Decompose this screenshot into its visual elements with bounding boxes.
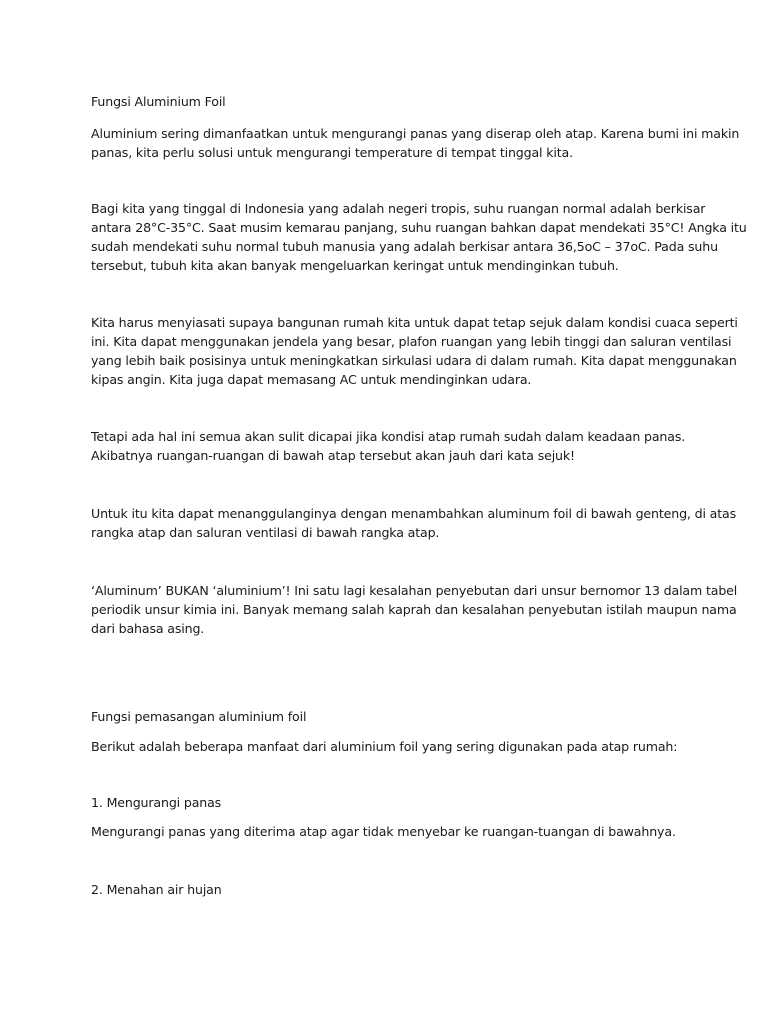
section-intro: Berikut adalah beberapa manfaat dari aluminium foil yang sering digunakan pada atap rumah:	[91, 739, 678, 754]
paragraph-line: panas, kita perlu solusi untuk mengurangi temperature di tempat tinggal kita.	[91, 145, 573, 160]
paragraph-line: sudah mendekati suhu normal tubuh manusia yang adalah berkisar antara 36,5oC – 37oC. Pada suhu	[91, 239, 718, 254]
section-subtitle: Fungsi pemasangan aluminium foil	[91, 709, 307, 724]
paragraph-line: Untuk itu kita dapat menanggulanginya dengan menambahkan aluminum foil di bawah genteng, di atas	[91, 506, 737, 521]
paragraph-spelling	[91, 581, 738, 638]
paragraph-line: Aluminium sering dimanfaatkan untuk mengurangi panas yang diserap oleh atap. Karena bumi ini makin	[91, 126, 740, 141]
paragraph-line: Bagi kita yang tinggal di Indonesia yang adalah negeri tropis, suhu ruangan normal adalah berkisar	[91, 201, 706, 216]
paragraph-line: Tetapi ada hal ini semua akan sulit dicapai jika kondisi atap rumah sudah dalam keadaan panas.	[91, 429, 686, 444]
list-item-text-1: Mengurangi panas yang diterima atap agar tidak menyebar ke ruangan-tuangan di bawahnya.	[91, 824, 676, 839]
paragraph-line: ini. Kita dapat menggunakan jendela yang besar, plafon ruangan yang lebih tinggi dan saluran ventilasi	[91, 334, 732, 349]
paragraph-line: tersebut, tubuh kita akan banyak mengeluarkan keringat untuk mendinginkan tubuh.	[91, 258, 619, 273]
paragraph-line: ‘Aluminum’ BUKAN ‘aluminium’! Ini satu lagi kesalahan penyebutan dari unsur bernomor 13 dalam tabel	[91, 583, 738, 598]
list-item-heading-1: 1. Mengurangi panas	[91, 795, 222, 810]
paragraph-roof-heat	[91, 427, 691, 465]
document-title: Fungsi Aluminium Foil	[91, 94, 226, 109]
paragraph-line: dari bahasa asing.	[91, 621, 205, 636]
paragraph-line: rangka atap dan saluran ventilasi di bawah rangka atap.	[91, 525, 440, 540]
paragraph-line: yang lebih baik posisinya untuk meningkatkan sirkulasi udara di dalam rumah. Kita dapat menggunakan	[91, 353, 737, 368]
paragraph-line: antara 28°C-35°C. Saat musim kemarau panjang, suhu ruangan bahkan dapat mendekati 35°C! Angka itu	[91, 220, 747, 235]
paragraph-line: periodik unsur kimia ini. Banyak memang salah kaprah dan kesalahan penyebutan istilah maupun nama	[91, 602, 737, 617]
paragraph-intro	[91, 124, 740, 162]
paragraph-strategies	[91, 313, 738, 389]
paragraph-solution	[91, 504, 737, 542]
paragraph-climate	[91, 199, 747, 275]
paragraph-line: kipas angin. Kita juga dapat memasang AC untuk mendinginkan udara.	[91, 372, 532, 387]
list-item-heading-2: 2. Menahan air hujan	[91, 882, 222, 897]
paragraph-line: Kita harus menyiasati supaya bangunan rumah kita untuk dapat tetap sejuk dalam kondisi cuaca seperti	[91, 315, 738, 330]
paragraph-line: Akibatnya ruangan-ruangan di bawah atap tersebut akan jauh dari kata sejuk!	[91, 448, 575, 463]
